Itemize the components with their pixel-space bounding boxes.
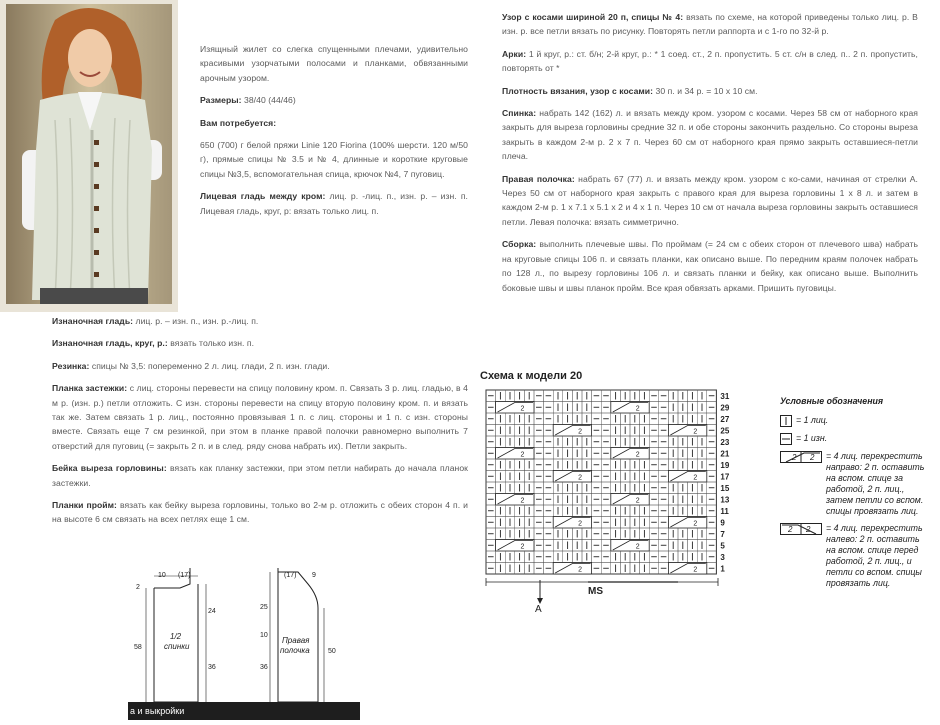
front-dim-left-b: 10 — [260, 632, 268, 639]
chart-row-label: 1 — [720, 564, 725, 574]
right-text-column — [502, 10, 918, 303]
schematics — [128, 568, 368, 720]
arches-label: Арки: — [502, 48, 527, 59]
neckband-value: вязать как планку застежки, при этом петли набирать до начала планок застежки. — [52, 463, 468, 488]
cable-number: 2 — [693, 566, 698, 574]
chart-repeat-label: MS — [588, 586, 603, 597]
front-dim-right: 50 — [328, 648, 336, 655]
knit-symbol-icon — [780, 415, 792, 427]
chart-row-label: 5 — [720, 541, 725, 551]
cable-cross — [668, 425, 706, 437]
cable-left-sym-num-a: 2 — [788, 525, 793, 534]
reverse-stockinette-label: Изнаночная гладь: — [52, 316, 134, 326]
cable-cross — [496, 540, 534, 552]
legend-cable-left-text: = 4 лиц. перекрестить налево: 2 п. оставить на вспом. спице перед работой, 2 п. лиц., и петли со вспом. спицы провязать лиц. — [826, 523, 923, 588]
cable-cross — [611, 448, 649, 460]
legend-title: Условные обозначения — [780, 396, 884, 406]
cable-cross — [611, 402, 649, 414]
legend-purl — [780, 433, 925, 445]
cable-number: 2 — [578, 474, 583, 482]
sizes-label: Размеры: — [200, 95, 242, 106]
cable-cross — [553, 563, 591, 575]
cable-number: 2 — [693, 520, 698, 528]
chart-row-label: 21 — [720, 449, 730, 459]
cable-cross — [496, 494, 534, 506]
cable-left-sym-num-b: 2 — [806, 525, 811, 534]
back-label: Спинка: — [502, 108, 537, 119]
left-text-column — [52, 314, 468, 535]
cable-cross — [496, 402, 534, 414]
back-value: набрать 142 (162) л. и вязать между кром. узором с косами. Через 58 см от наборного края закрыть для выреза горловины средние 32 п. и обе стороны закончить раздельно. Со стороны выреза закрыть в каждом 2-м р. 2 х 7 п. Через 60 см от наборного края прямо закрыть оставшиеся-петли плеча. — [502, 108, 918, 162]
reverse-round-label: Изнаночная гладь, круг, р.: — [52, 338, 168, 349]
cable-number: 2 — [520, 543, 525, 551]
chart-row-label: 23 — [720, 438, 730, 447]
back-label-text: спинки — [164, 642, 190, 651]
cable-cross — [553, 517, 591, 529]
knitting-chart — [478, 368, 740, 620]
stockinette-label: Лицевая гладь между кром: — [200, 191, 326, 202]
cable-number: 2 — [578, 566, 583, 574]
chart-row-label: 3 — [720, 553, 725, 562]
arches-value: 1 й круг, р.: ст. б/н; 2-й круг, р.: * 1 соед. ст., 2 п. пропустить. 5 ст. с/н в след. п.. 2 п. пропустить, повторять от * — [502, 48, 918, 74]
cable-number: 2 — [520, 451, 525, 459]
sizes-value: 38/40 (44/46) — [244, 95, 296, 106]
cable-cross — [668, 563, 706, 575]
intro-description: Изящный жилет со слегка спущенными плечами, удивительно красивыми узорчатыми полосами и планками, обвязанными арочным узором. — [200, 44, 468, 83]
front-dim-left-c: 36 — [260, 664, 268, 671]
chart-title: Схема к модели 20 — [480, 370, 583, 382]
cable-number: 2 — [693, 428, 698, 436]
right-front-value: набрать 67 (77) л. и вязать между кром. узором с ко-сами, начиная от стрелки А. Через 50 см от наборного края закрыть с правого края для выреза горловины 1 х 8 л. и затем в каждом 2-м р. 1 х 7.1 х 5.1 х 2 и 4 х 1 п. Через 10 см от начала выреза горловины закрыть оставшиеся петли. Левая полочка: вязать симметрично. — [502, 173, 918, 227]
cable-number: 2 — [635, 405, 640, 413]
armhole-band-value: вязать как бейку выреза горловины, только во 2-м р. отложить с обеих сторон 4 п. и на высоте 6 см связать на всех петлях еще 1 см. — [52, 500, 468, 525]
placket-value: с лиц. стороны перевести на спицу половину кром. п. Связать 3 р. лиц. гладью, в 4 м р. (изн. р.) петли отложить. С изн. стороны перевести на спицу вторую половину кром. п. и вязать так же. Затем связать 1 р. лиц., постоянно провязывая 1 п. с лиц. стороны и 1 п. с изн. стороны вместе. Связать еще 7 см резинкой, при этом в планке правой полочки равномерно выполнить 7 отверстий для пуговиц (= закрыть 2 п. и в след. ряду снова набрать их). Петли закрыть. — [52, 383, 468, 451]
stockinette-value: лиц. р. -лиц. п., изн. р. – изн. п. Лицевая гладь, круг, р: вязать только лиц. п. — [200, 191, 468, 216]
assembly-value: выполнить плечевые швы. По проймам (= 24 см с обеих сторон от плечевого шва) набрать на круговые спицы 106 п. и связать планки, как описано выше. По передним краям полочек набрать по 128 л., по вырезу горловины 106 л. и связать планки и бейку, как описано выше. Выполнить боковые швы и швы планок пройм. Все края обвязать арками. Пришить пуговицы. — [502, 239, 918, 293]
front-label-line2: полочка — [280, 646, 310, 655]
front-dim-left-a: 25 — [260, 604, 268, 611]
cable-pattern-label: Узор с косами шириной 20 п, спицы № 4: — [502, 12, 684, 22]
back-label-fraction: 1/2 — [170, 632, 182, 641]
cable-number: 2 — [635, 497, 640, 505]
back-dim-right-b: 36 — [208, 664, 216, 671]
materials-label: Вам потребуется: — [200, 117, 277, 128]
gauge-value: 30 п. и 34 р. = 10 х 10 см. — [655, 85, 758, 96]
cable-right-sym-num-b: 2 — [810, 453, 815, 462]
front-dim-top-a: (17) — [284, 572, 297, 579]
cable-cross — [553, 425, 591, 437]
cable-number: 2 — [578, 428, 583, 436]
armhole-band-label: Планки пройм: — [52, 500, 117, 511]
assembly-label: Сборка: — [502, 239, 537, 250]
model-photo — [0, 0, 178, 312]
cable-cross — [611, 494, 649, 506]
chart-row-label: 7 — [720, 530, 725, 539]
chart-row-label: 29 — [720, 403, 730, 413]
cable-number: 2 — [520, 497, 525, 505]
rib-value: спицы № 3,5: попеременно 2 л. лиц. глади, 2 п. изн. глади. — [91, 360, 330, 371]
back-dim-left-mid: 58 — [134, 644, 142, 651]
schematic-caption: а и выкройки — [128, 702, 360, 720]
chart-row-label: 15 — [720, 484, 730, 493]
cable-number: 2 — [578, 520, 583, 528]
chart-row-label: 31 — [720, 392, 730, 401]
reverse-stockinette-value: лиц. р. – изн. п., изн. р.-лиц. п. — [135, 316, 259, 326]
chart-row-label: 27 — [720, 415, 730, 424]
rib-label: Резинка: — [52, 360, 90, 371]
cable-right-symbol-icon — [780, 451, 822, 463]
chart-row-label: 25 — [720, 426, 730, 436]
neckband-label: Бейка выреза горловины: — [52, 463, 167, 474]
legend-knit-text: = 1 лиц. — [796, 415, 829, 425]
legend-cable-right — [780, 451, 925, 517]
front-label-line1: Правая — [282, 636, 310, 645]
back-dim-right-a: 24 — [208, 608, 216, 615]
cable-left-symbol-icon — [780, 523, 822, 535]
chart-row-label: 13 — [720, 495, 730, 505]
right-front-label: Правая полочка: — [502, 173, 575, 184]
legend-cable-left — [780, 523, 925, 589]
reverse-round-value: вязать только изн. п. — [170, 338, 255, 349]
back-dim-top-b: (17) — [178, 572, 191, 579]
cable-pattern-value: вязать по схеме, на которой приведены только лиц. р. В изн. р. все петли вязать по рисунку. Повторять петли раппорта и с 1-го по 32-й р. — [502, 12, 918, 37]
cable-cross — [496, 448, 534, 460]
cable-cross — [668, 471, 706, 483]
cable-cross — [668, 517, 706, 529]
gauge-label: Плотность вязания, узор с косами: — [502, 85, 654, 96]
cable-number: 2 — [635, 543, 640, 551]
back-dim-top-a: 10 — [158, 572, 166, 579]
intro-block — [200, 42, 468, 226]
legend — [780, 396, 925, 595]
chart-arrow-label: A — [535, 604, 542, 615]
materials-value: 650 (700) г белой пряжи Linie 120 Fiorina (100% шерсти. 120 м/50 г), прямые спицы № 3.5 и № 4, длинные и короткие круговые спицы №3,5, вспомогательная спица, крючок №4, 7 пуговиц. — [200, 140, 468, 179]
cable-number: 2 — [520, 405, 525, 413]
cable-cross — [611, 540, 649, 552]
chart-row-label: 17 — [720, 472, 730, 482]
cable-number: 2 — [693, 474, 698, 482]
cable-cross — [553, 471, 591, 483]
placket-label: Планка застежки: — [52, 383, 128, 394]
legend-purl-text: = 1 изн. — [796, 433, 828, 443]
chart-row-label: 9 — [720, 518, 725, 528]
chart-grid — [478, 368, 740, 618]
front-dim-top-b: 9 — [312, 572, 316, 579]
chart-row-label: 11 — [720, 507, 729, 516]
legend-knit — [780, 415, 925, 427]
back-dim-left-top: 2 — [136, 584, 140, 591]
legend-cable-right-text: = 4 лиц. перекрестить направо: 2 п. оставить на вспом. спице за работой, 2 п. лиц., затем петли со вспом. спицы провязать лиц. — [826, 451, 925, 516]
chart-row-label: 19 — [720, 461, 730, 470]
cable-right-sym-num-a: 2 — [792, 453, 797, 462]
purl-symbol-icon — [780, 433, 792, 445]
cable-number: 2 — [635, 451, 640, 459]
